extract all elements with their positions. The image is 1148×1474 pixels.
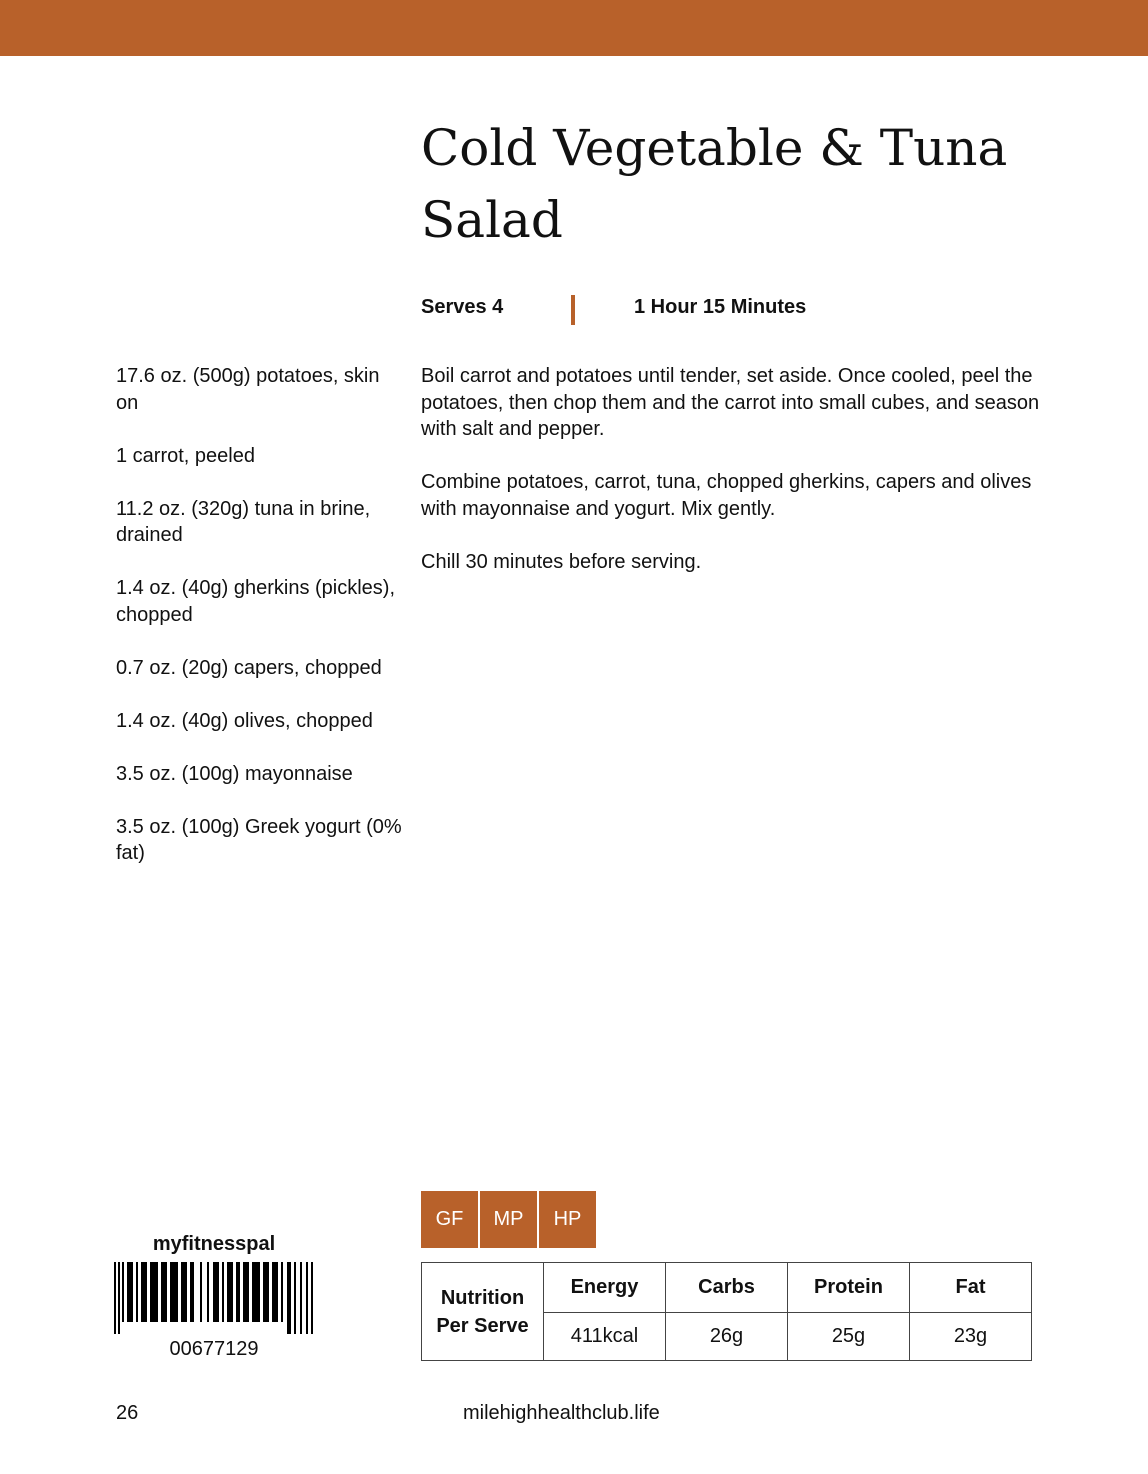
barcode-bar: [190, 1262, 194, 1322]
header-fat: Fat: [910, 1263, 1032, 1313]
barcode-bar: [311, 1262, 313, 1334]
header-bar: [0, 0, 1148, 56]
nutrition-row-label: Nutrition Per Serve: [422, 1263, 544, 1361]
barcode-bar: [227, 1262, 233, 1322]
barcode-bar: [300, 1262, 302, 1334]
ingredient: 3.5 oz. (100g) mayonnaise: [116, 762, 353, 785]
barcode-bar: [281, 1262, 283, 1322]
barcode-bar: [200, 1262, 202, 1322]
value-carbs: 26g: [666, 1313, 788, 1361]
ingredient: 1.4 oz. (40g) olives, chopped: [116, 709, 373, 732]
ingredient: 1 carrot, peeled: [116, 444, 255, 467]
barcode-bar: [306, 1262, 308, 1334]
barcode-bar: [294, 1262, 296, 1334]
method-step: Combine potatoes, carrot, tuna, chopped gherkins, capers and olives with mayonnaise and yogurt. Mix gently.: [421, 471, 1032, 520]
cook-time: 1 Hour 15 Minutes: [634, 296, 807, 318]
barcode-bar: [236, 1262, 240, 1322]
tag-hp: HP: [539, 1191, 596, 1248]
barcode-bar: [263, 1262, 269, 1322]
barcode-bar: [136, 1262, 138, 1322]
diet-tags: [421, 1191, 596, 1248]
myfitnesspal-label: myfitnesspal: [152, 1233, 276, 1255]
barcode-icon: [114, 1262, 314, 1334]
serves: Serves 4: [421, 296, 504, 318]
barcode-number: 00677129: [169, 1338, 259, 1360]
header-energy: Energy: [544, 1263, 666, 1313]
recipe-title: Cold Vegetable & Tuna Salad: [421, 119, 1008, 249]
ingredient: 17.6 oz. (500g) potatoes, skin on: [116, 365, 380, 414]
barcode-bar: [252, 1262, 260, 1322]
value-protein: 25g: [788, 1313, 910, 1361]
ingredient: 3.5 oz. (100g) Greek yogurt (0% fat): [116, 815, 402, 864]
barcode-bar: [222, 1262, 224, 1322]
header-carbs: Carbs: [666, 1263, 788, 1313]
ingredient: 11.2 oz. (320g) tuna in brine, drained: [116, 497, 371, 546]
ingredients-list: [116, 363, 406, 893]
meta-divider: [571, 295, 575, 325]
barcode-bar: [161, 1262, 167, 1322]
nutrition-table: [421, 1262, 1032, 1361]
barcode-bar: [181, 1262, 187, 1322]
method-step: Boil carrot and potatoes until tender, set aside. Once cooled, peel the potatoes, then chop them and the carrot into small cubes, and season with salt and pepper.: [421, 365, 1040, 440]
ingredient: 1.4 oz. (40g) gherkins (pickles), chopped: [116, 577, 396, 626]
value-energy: 411kcal: [544, 1313, 666, 1361]
header-protein: Protein: [788, 1263, 910, 1313]
value-fat: 23g: [910, 1313, 1032, 1361]
page-number: 26: [116, 1402, 139, 1424]
barcode-bar: [213, 1262, 219, 1322]
barcode-bar: [207, 1262, 209, 1322]
barcode-bar: [127, 1262, 133, 1322]
barcode-bar: [150, 1262, 158, 1322]
ingredient: 0.7 oz. (20g) capers, chopped: [116, 656, 382, 679]
tag-gf: GF: [421, 1191, 478, 1248]
website: milehighhealthclub.life: [463, 1402, 660, 1424]
barcode-bar: [243, 1262, 249, 1322]
barcode-bar: [118, 1262, 120, 1334]
method-step: Chill 30 minutes before serving.: [421, 550, 702, 573]
barcode-bar: [141, 1262, 147, 1322]
barcode-bar: [170, 1262, 178, 1322]
barcode-bar: [272, 1262, 278, 1322]
barcode-bar: [122, 1262, 124, 1322]
barcode-bar: [114, 1262, 116, 1334]
barcode-bar: [287, 1262, 291, 1334]
tag-mp: MP: [480, 1191, 537, 1248]
method: [421, 363, 1041, 602]
